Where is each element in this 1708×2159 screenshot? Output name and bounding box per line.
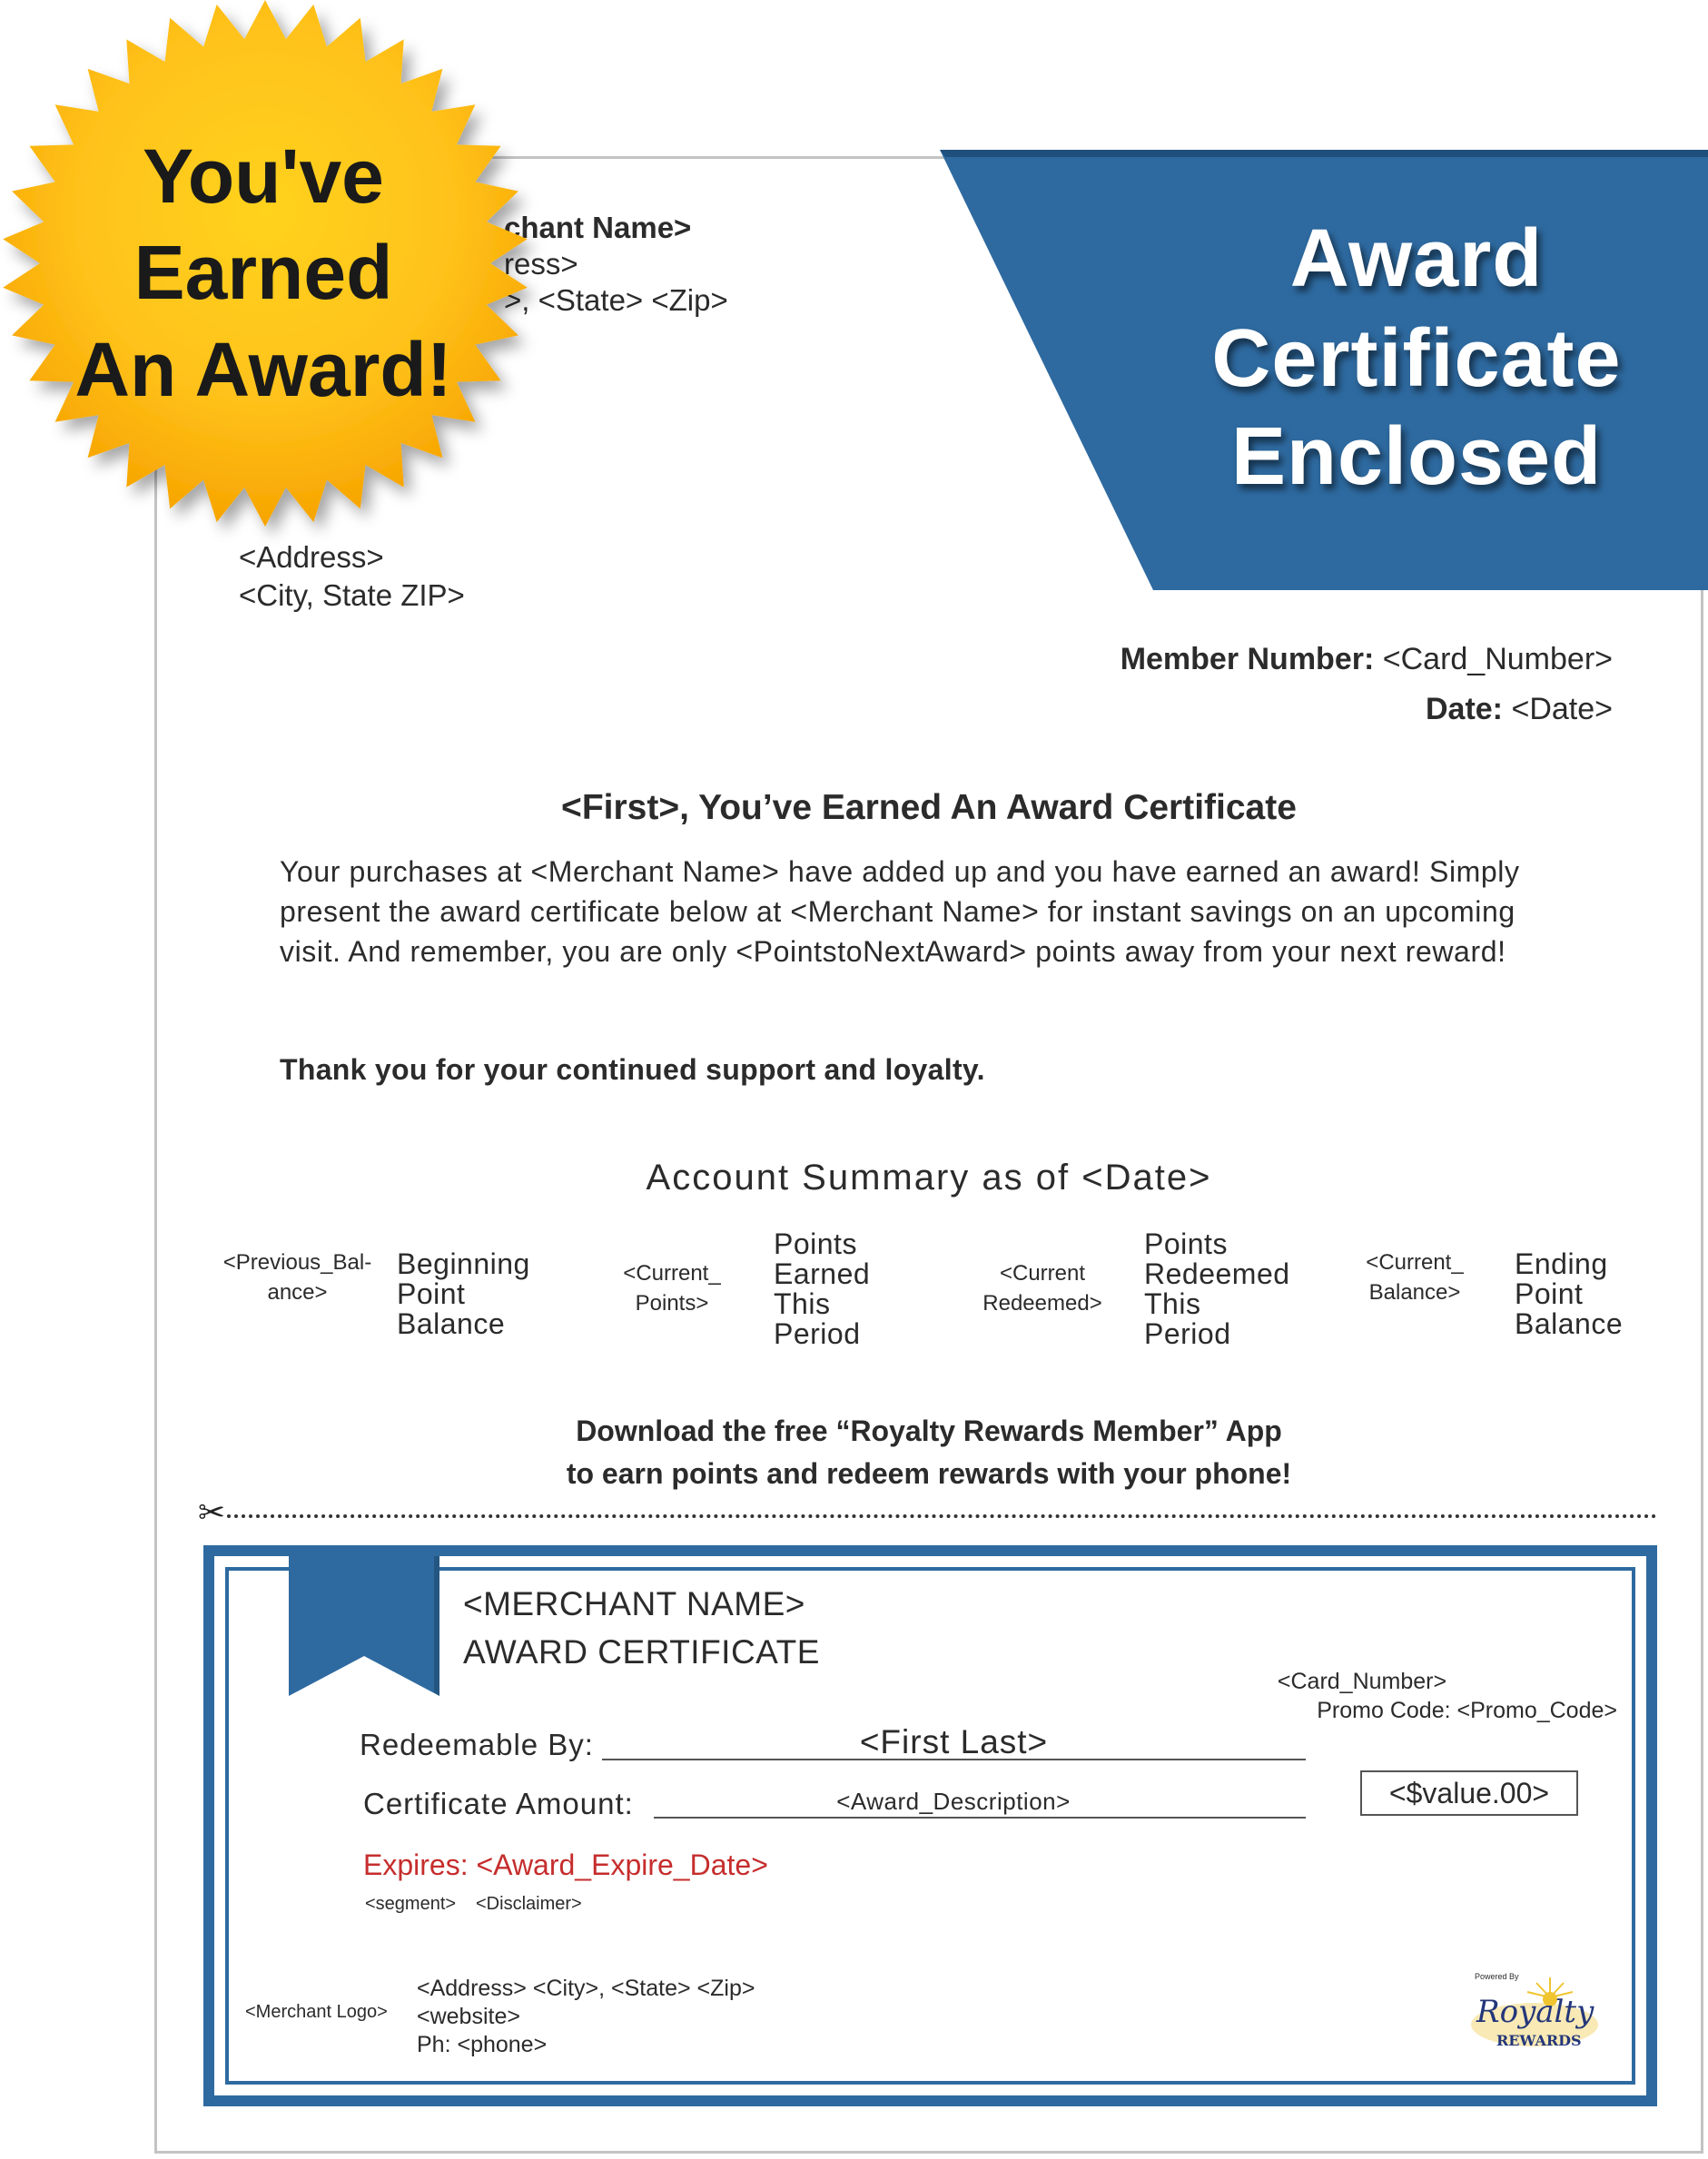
summary-label-line: Earned [774, 1257, 871, 1290]
summary-var-current-points [599, 1258, 745, 1318]
summary-var-line: <Previous_Bal- [222, 1250, 372, 1275]
member-date [1426, 692, 1613, 727]
summary-label-line: This [774, 1287, 831, 1320]
app-promo-line-1: Download the free “Royalty Rewards Member” App [576, 1415, 1282, 1447]
summary-label-ending-balance [1515, 1249, 1623, 1339]
certificate-title: AWARD CERTIFICATE [463, 1633, 820, 1671]
summary-label-line: Points [774, 1227, 857, 1260]
sender-city-state-zip: >, <State> <Zip> [504, 283, 728, 317]
summary-label-line: Balance [397, 1307, 506, 1340]
letter-body: Your purchases at <Merchant Name> have added up and you have earned an award! Simply present the award certificate below at <Merchant Name> for instant savings on an upcoming visit. And remember, you are only <PointstoNextAward> points away from your next reward! [280, 855, 1520, 968]
redeemable-by-value: <First Last> [859, 1723, 1049, 1760]
certificate-amount-line [654, 1817, 1306, 1819]
scissors-icon: ✂ [198, 1494, 226, 1531]
summary-var-line: <Current [999, 1261, 1086, 1286]
certificate-website: <website> [417, 2004, 520, 2029]
member-date-value: <Date> [1511, 692, 1613, 726]
certificate-segment: <segment> [365, 1894, 457, 1914]
summary-label-line: Balance [1515, 1307, 1624, 1340]
certificate-phone: Ph: <phone> [417, 2032, 548, 2057]
summary-var-line: Balance> [1368, 1280, 1461, 1305]
summary-label-line: Beginning [397, 1247, 530, 1280]
banner-line-1: Award [1289, 213, 1544, 304]
summary-label-line: Period [774, 1317, 861, 1350]
summary-label-beginning-balance [397, 1249, 530, 1339]
summary-label-line: Ending [1515, 1247, 1608, 1280]
sender-name: chant Name> [504, 211, 692, 244]
summary-label-line: Point [1515, 1277, 1584, 1310]
member-number-value: <Card_Number> [1382, 642, 1613, 676]
summary-label-line: Redeemed [1144, 1257, 1290, 1290]
logo-powered-by: Powered By [1475, 1972, 1519, 1981]
summary-var-current-redeemed [970, 1258, 1115, 1318]
starburst-line-1: You've [143, 133, 384, 219]
certificate-contact [417, 1975, 755, 2059]
ribbon-icon [289, 1556, 439, 1696]
summary-var-current-balance [1342, 1247, 1487, 1307]
certificate-amount-label: Certificate Amount: [363, 1787, 634, 1820]
summary-var-line: <Current_ [1366, 1250, 1464, 1275]
sender-address: ress> [504, 247, 578, 281]
certificate-expires: Expires: <Award_Expire_Date> [363, 1848, 768, 1881]
member-date-label: Date: [1425, 692, 1504, 726]
certificate-promo-code: Promo Code: <Promo_Code> [1317, 1698, 1617, 1723]
summary-var-line: ance> [267, 1280, 328, 1305]
summary-label-points-redeemed [1144, 1229, 1290, 1349]
royalty-rewards-logo [1464, 1970, 1600, 2056]
summary-label-line: This [1144, 1287, 1201, 1320]
starburst-line-3: An Award! [74, 327, 452, 412]
letter-heading: <First>, You’ve Earned An Award Certificate [561, 788, 1297, 827]
certificate-value-box: <$value.00> [1360, 1770, 1578, 1816]
logo-royalty: Royalty [1476, 1994, 1594, 2030]
member-number [1121, 642, 1613, 677]
summary-label-line: Points [1144, 1227, 1228, 1260]
summary-label-points-earned [774, 1229, 870, 1349]
letter-thanks: Thank you for your continued support and loyalty. [280, 1053, 985, 1086]
summary-title: Account Summary as of <Date> [646, 1158, 1212, 1198]
summary-label-line: Period [1144, 1317, 1231, 1350]
recipient-address: <Address> [239, 540, 384, 574]
merchant-logo-placeholder: <Merchant Logo> [245, 2002, 388, 2022]
summary-var-line: Points> [635, 1291, 709, 1316]
certificate-card-number: <Card_Number> [1277, 1669, 1447, 1694]
member-number-label: Member Number: [1120, 642, 1375, 676]
banner-line-3: Enclosed [1230, 411, 1603, 502]
certificate-disclaimer: <Disclaimer> [476, 1894, 582, 1914]
app-promo-line-2: to earn points and redeem rewards with your phone! [566, 1457, 1292, 1490]
summary-var-previous-balance [218, 1247, 377, 1307]
summary-label-line: Point [397, 1277, 466, 1310]
logo-rewards: REWARDS [1496, 2032, 1582, 2049]
certificate-address: <Address> <City>, <State> <Zip> [417, 1976, 755, 2001]
cut-line [227, 1514, 1657, 1518]
certificate-merchant-name: <MERCHANT NAME> [463, 1585, 805, 1622]
summary-var-line: Redeemed> [982, 1291, 1102, 1316]
summary-var-line: <Current_ [623, 1261, 721, 1286]
starburst-line-2: Earned [133, 230, 393, 315]
certificate-amount-value: <Award_Description> [836, 1788, 1071, 1815]
redeemable-by-label: Redeemable By: [360, 1728, 594, 1761]
banner-line-2: Certificate [1211, 313, 1622, 404]
recipient-city-state-zip: <City, State ZIP> [239, 578, 465, 612]
